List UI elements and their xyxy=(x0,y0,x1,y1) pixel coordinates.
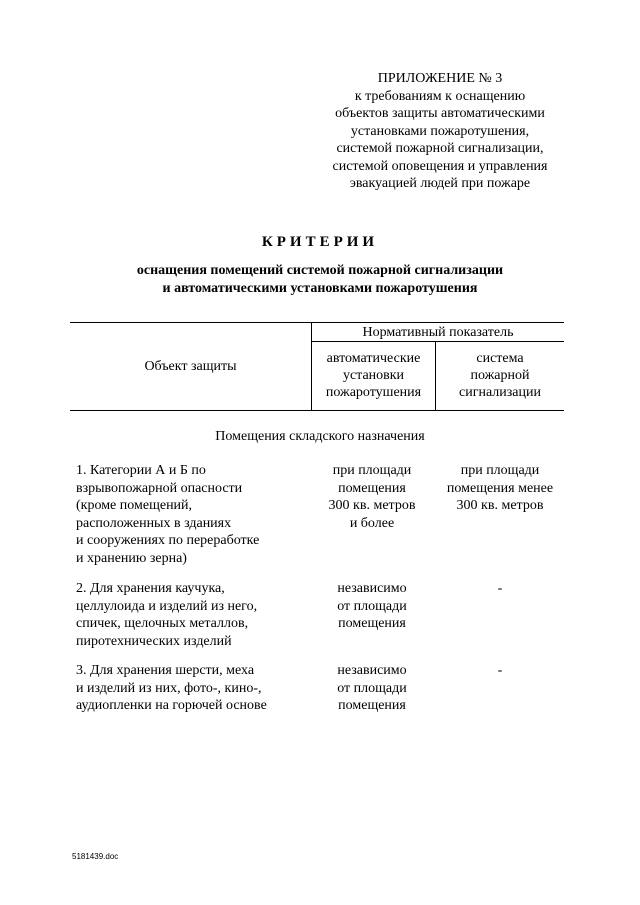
cell-line: от площади xyxy=(337,598,407,614)
file-name-footer: 5181439.doc xyxy=(72,852,119,861)
cell-line: помещения xyxy=(338,480,406,496)
cell-line: 1. Категории А и Б по xyxy=(76,463,206,478)
cell-line: целлулоида и изделий из него, xyxy=(76,598,258,614)
cell-line: 300 кв. метров xyxy=(328,498,416,513)
cell-line: помещения xyxy=(338,698,406,713)
annex-line: системой оповещения и управления xyxy=(332,158,548,174)
row-object xyxy=(76,462,311,567)
row-fire-alarm xyxy=(436,580,564,598)
subtitle-line: и автоматическими установками пожаротушения xyxy=(162,281,478,296)
header-line: система xyxy=(476,351,524,366)
cell-line: 2. Для хранения каучука, xyxy=(76,581,225,596)
annex-line: объектов защиты автоматическими xyxy=(335,106,545,121)
header-line: автоматические xyxy=(326,351,421,366)
row-fire-alarm xyxy=(436,662,564,680)
cell-line: аудиопленки на горючей основе xyxy=(76,698,267,713)
annex-header xyxy=(295,70,585,193)
row-fire-alarm xyxy=(436,462,564,515)
subtitle-line: оснащения помещений системой пожарной сигнализации xyxy=(136,263,504,278)
cell-line: - xyxy=(497,663,503,678)
section-title: Помещения складского назначения xyxy=(215,429,425,444)
header-auto-extinguishing xyxy=(312,350,435,401)
annex-line: установками пожаротушения, xyxy=(350,123,530,139)
header-line: установки xyxy=(342,368,405,383)
cell-line: спичек, щелочных металлов, xyxy=(76,616,249,631)
cell-line: при площади xyxy=(332,463,412,478)
cell-line: и сооружениях по переработке xyxy=(76,533,260,548)
cell-line: взрывопожарной опасности xyxy=(76,480,243,496)
cell-line: - xyxy=(497,581,503,596)
header-fire-alarm xyxy=(436,350,564,401)
annex-line: ПРИЛОЖЕНИЕ № 3 xyxy=(377,71,503,86)
row-auto-extinguishing xyxy=(312,580,432,633)
cell-line: независимо xyxy=(337,581,407,596)
row-object xyxy=(76,580,311,650)
annex-line: к требованиям к оснащению xyxy=(354,88,526,104)
table-header-bottom-rule xyxy=(70,410,564,411)
cell-line: пиротехнических изделий xyxy=(76,633,232,649)
cell-line: при площади xyxy=(460,463,540,478)
row-object xyxy=(76,662,311,715)
document-subtitle xyxy=(0,262,640,298)
cell-line: (кроме помещений, xyxy=(76,498,193,513)
header-line: пожарной xyxy=(470,368,530,383)
header-normative: Нормативный показатель xyxy=(362,325,514,340)
annex-line: системой пожарной сигнализации, xyxy=(336,141,544,156)
cell-line: и хранению зерна) xyxy=(76,550,187,566)
header-line: пожаротушения xyxy=(325,385,422,400)
table-top-rule xyxy=(70,322,564,323)
cell-line: 3. Для хранения шерсти, меха xyxy=(76,663,255,678)
cell-line: независимо xyxy=(337,663,407,678)
cell-line: 300 кв. метров xyxy=(456,498,544,513)
cell-line: и изделий из них, фото-, кино-, xyxy=(76,680,262,696)
row-auto-extinguishing xyxy=(312,462,432,532)
cell-line: помещения xyxy=(338,616,406,631)
header-object: Объект защиты xyxy=(144,359,237,374)
annex-line: эвакуацией людей при пожаре xyxy=(349,176,531,191)
cell-line: помещения менее xyxy=(446,480,554,496)
document-title: КРИТЕРИИ xyxy=(261,234,379,250)
cell-line: расположенных в зданиях xyxy=(76,515,232,531)
header-line: сигнализации xyxy=(459,385,541,400)
header-divider-rule xyxy=(312,341,564,342)
row-auto-extinguishing xyxy=(312,662,432,715)
cell-line: от площади xyxy=(337,680,407,696)
cell-line: и более xyxy=(349,515,395,531)
